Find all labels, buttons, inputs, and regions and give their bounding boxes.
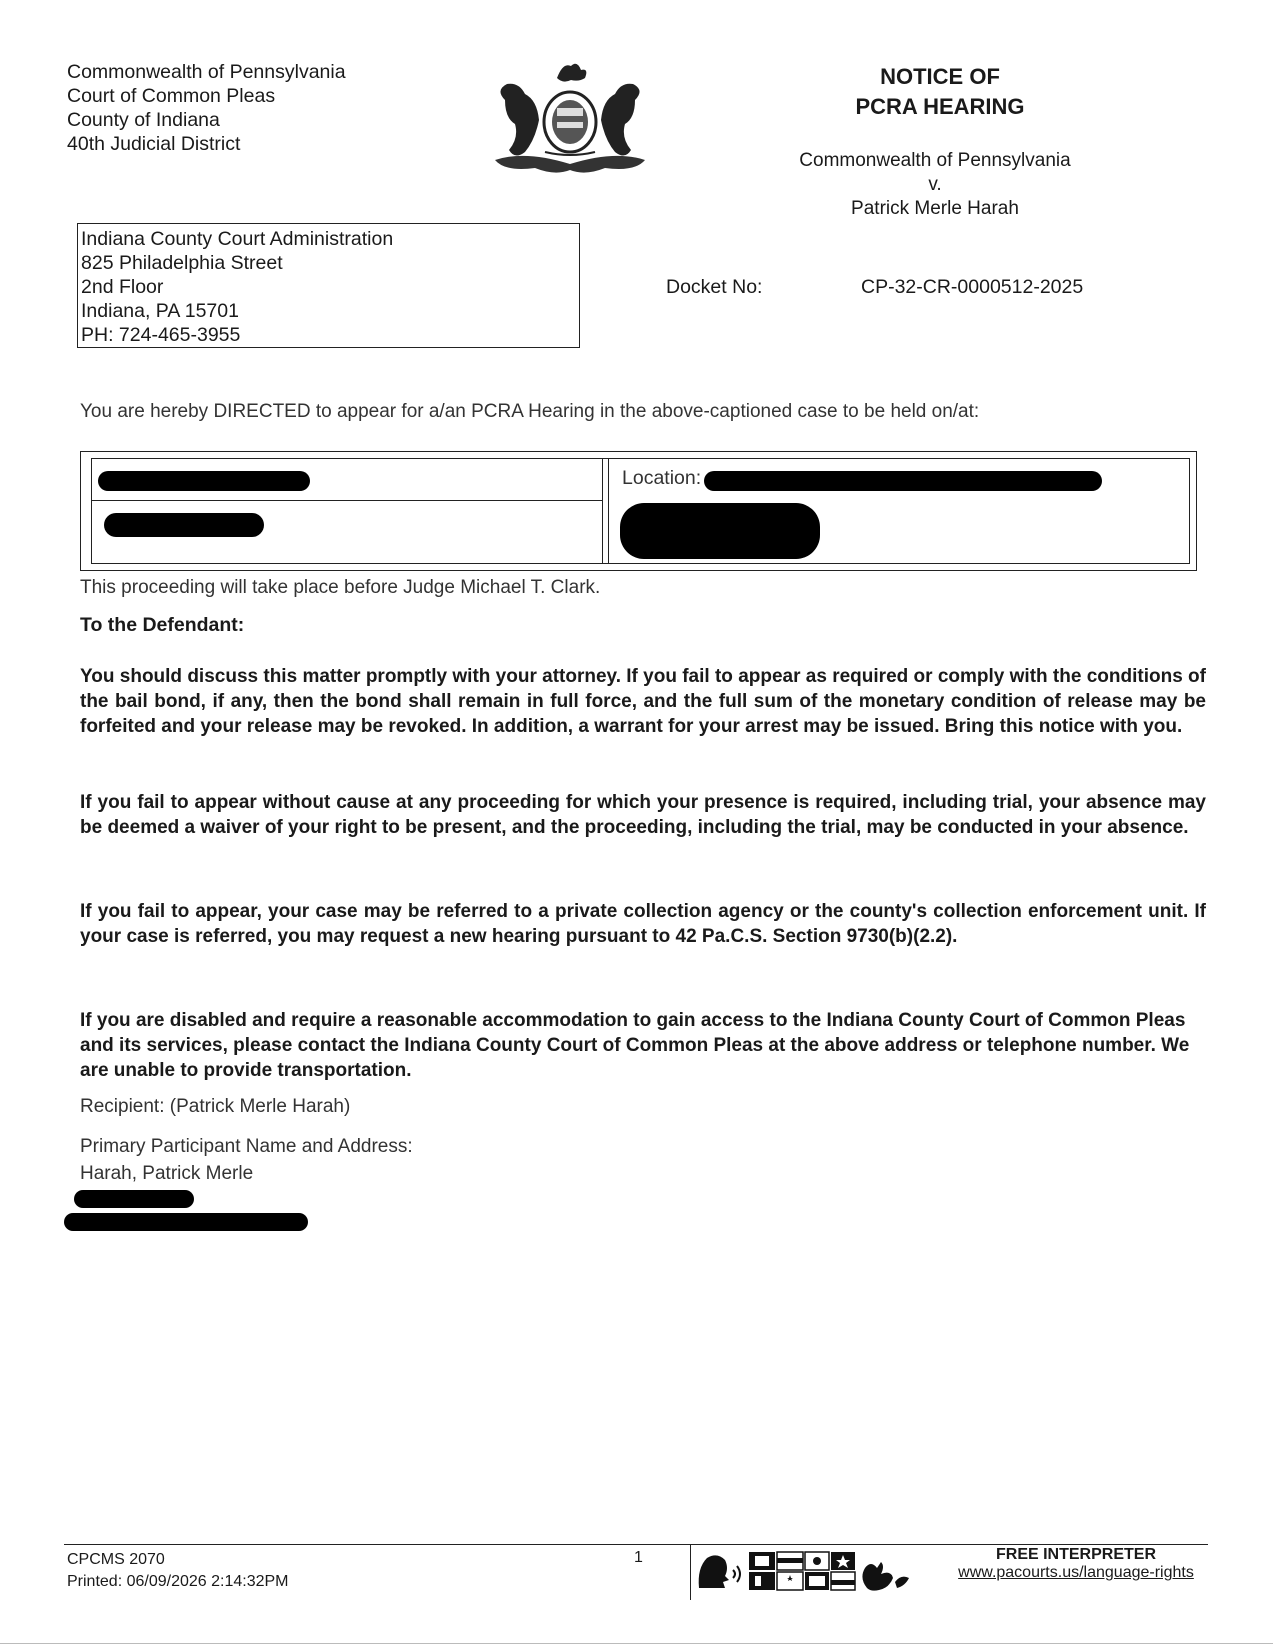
- primary-participant: [80, 1133, 413, 1187]
- docket-number: CP-32-CR-0000512-2025: [861, 276, 1084, 298]
- notice-paragraph-failure-to-appear: If you fail to appear without cause at any proceeding for which your presence is required, including trial, your absence may be deemed a waiver of your right to be present, and the proceeding, including the trial, may be conducted in your absence.: [80, 792, 1206, 838]
- redaction-room: [620, 503, 820, 559]
- hearing-table-inner: [91, 458, 1190, 564]
- hearing-details-table: [80, 451, 1197, 571]
- interpreter-flags-icon: [695, 1548, 945, 1594]
- address-phone: PH: 724-465-3955: [81, 324, 241, 346]
- court-line: Commonwealth of Pennsylvania: [67, 61, 346, 83]
- judge-statement: This proceeding will take place before Judge Michael T. Clark.: [80, 577, 601, 598]
- address-line: 2nd Floor: [81, 276, 164, 298]
- caption-plaintiff: Commonwealth of Pennsylvania: [799, 150, 1071, 171]
- docket-label: Docket No:: [666, 276, 763, 298]
- to-defendant-heading: To the Defendant:: [80, 614, 245, 636]
- redaction-address-line-1: [74, 1190, 194, 1208]
- participant-label: Primary Participant Name and Address:: [80, 1136, 413, 1157]
- notice-paragraph-attorney: You should discuss this matter promptly with your attorney. If you fail to appear as required or comply with the conditions of the bail bond, if any, then the bond shall remain in full force, and the full sum of the monetary condition of release may be forfeited and your release may be revoked. In addition, a warrant for your arrest may be issued. Bring this notice with you.: [80, 666, 1206, 737]
- redaction-location: [704, 471, 1102, 491]
- page-bottom-edge: [0, 1643, 1273, 1644]
- court-administration-address: [77, 223, 580, 348]
- footer-form-info: [67, 1549, 289, 1593]
- notice-title: [790, 62, 1090, 122]
- court-header: [67, 60, 346, 156]
- table-cell-divider: [602, 459, 609, 563]
- court-line: 40th Judicial District: [67, 133, 241, 155]
- printed-timestamp: Printed: 06/09/2026 2:14:32PM: [67, 1573, 289, 1590]
- case-caption: [760, 149, 1110, 221]
- court-line: County of Indiana: [67, 109, 220, 131]
- notice-paragraph-collection: If you fail to appear, your case may be referred to a private collection agency or the county's collection enforcement unit. If your case is referred, you may request a new hearing pursuant to 42 Pa.C.S. Section 9730(b)(2.2).: [80, 901, 1206, 947]
- caption-versus: v.: [928, 174, 942, 195]
- notice-title-line: PCRA HEARING: [855, 94, 1025, 119]
- free-interpreter-heading: FREE INTERPRETER: [995, 1546, 1156, 1563]
- address-line: 825 Philadelphia Street: [81, 252, 283, 274]
- form-id: CPCMS 2070: [67, 1551, 165, 1568]
- recipient-line: Recipient: (Patrick Merle Harah): [80, 1096, 351, 1117]
- redaction-address-line-2: [64, 1213, 308, 1231]
- notice-title-line: NOTICE OF: [880, 64, 1000, 89]
- redaction-time: [104, 513, 264, 537]
- directed-statement: You are hereby DIRECTED to appear for a/an PCRA Hearing in the above-captioned case to be held on/at:: [80, 401, 980, 422]
- participant-name: Harah, Patrick Merle: [80, 1163, 254, 1184]
- page-number: 1: [634, 1549, 643, 1566]
- footer-vertical-divider: [690, 1544, 691, 1600]
- table-row-divider: [92, 500, 602, 501]
- caption-defendant: Patrick Merle Harah: [851, 198, 1019, 219]
- address-line: Indiana County Court Administration: [81, 228, 394, 250]
- location-label: Location:: [622, 467, 702, 489]
- pennsylvania-coat-of-arms-icon: [485, 60, 655, 178]
- redaction-date: [98, 471, 310, 491]
- notice-paragraph-accommodation: If you are disabled and require a reasonable accommodation to gain access to the Indiana County Court of Common Pleas and its services, please contact the Indiana County Court of Common Pleas at the above address or telephone number. We are unable to provide transportation.: [80, 1010, 1190, 1081]
- language-rights-link[interactable]: www.pacourts.us/language-rights: [958, 1564, 1194, 1581]
- address-line: Indiana, PA 15701: [81, 300, 239, 322]
- court-line: Court of Common Pleas: [67, 85, 276, 107]
